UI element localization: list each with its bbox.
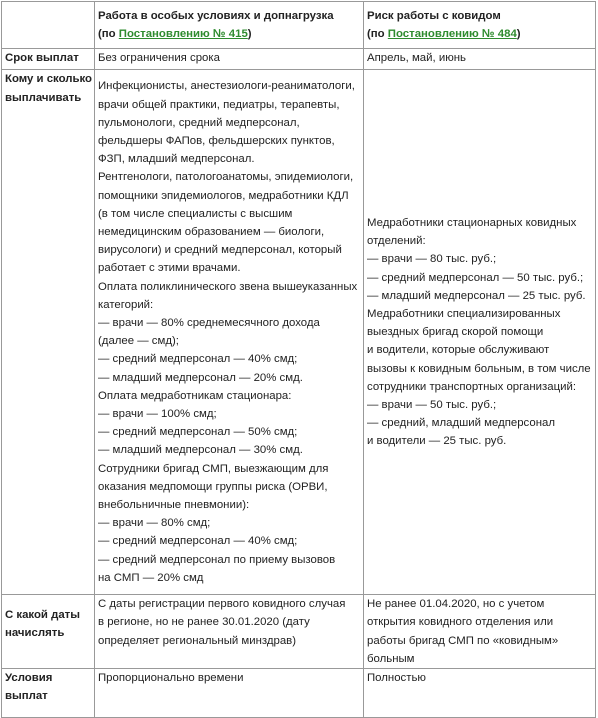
row-start-date [2,595,596,669]
label-line: С какой даты [5,609,80,622]
text-line: выездных бригад скорой помощи [367,326,544,339]
text-line: пульмонологи, средний медперсонал, [98,116,300,129]
cell-special-payment-conditions: Пропорционально времени [95,668,364,717]
cell-special-payment-period: Без ограничения срока [95,49,364,70]
text-line: работает с этими врачами. [98,262,241,275]
text-line: категорий: [98,298,154,311]
text-line: оказания медпомощи группы риска (ОРВИ, [98,480,328,493]
label-line: начислять [5,627,65,640]
row-label-who-how-much [2,70,95,595]
row-who-how-much [2,70,596,595]
text-line: Не ранее 01.04.2020, но с учетом [367,598,545,611]
label-line: Условия [5,671,53,684]
text-line: больным [367,652,415,665]
text-line: фельдшеры ФАПов, фельдшерских пунктов, [98,135,335,148]
text-line: определяет региональный минздрав) [98,634,297,647]
text-line: (в том числе специалисты с высшим [98,207,293,220]
text-line: открытия ковидного отделения или [367,616,554,629]
text-line: — врачи — 80% смд; [98,517,211,530]
cell-covid-start-date [364,595,596,669]
text-line: — средний медперсонал — 40% смд; [98,353,298,366]
text-line: немедицинским образованием — биологи, [98,226,325,239]
text-line: — врачи — 100% смд; [98,408,217,421]
text-line: Оплата медработникам стационара: [98,389,292,402]
text-line: — младший медперсонал — 25 тыс. руб. [367,289,586,302]
label-line: Кому и сколько [5,73,93,86]
text-line: — врачи — 80 тыс. руб.; [367,253,497,266]
comparison-table [1,1,596,718]
text-line: — средний, младший медперсонал [367,417,555,430]
label-line: выплачивать [5,91,82,104]
cell-special-who-how-much [95,70,364,595]
header-covid-risk-sub [367,25,592,43]
text-line: Медработники стационарных ковидных [367,216,577,229]
text-line: — средний медперсонал — 50 тыс. руб.; [367,271,584,284]
text-line: сотрудники транспортных организаций: [367,380,577,393]
header-sub-suffix: ) [247,28,252,41]
text-line: Инфекционисты, анестезиологи-реаниматологи, [98,80,355,93]
cell-special-start-date [95,595,364,669]
text-line: на СМП — 20% смд [98,571,204,584]
text-line: — средний медперсонал — 50% смд; [98,426,298,439]
row-label-start-date [2,595,95,669]
cell-covid-payment-conditions: Полностью [364,668,596,717]
header-sub-suffix: ) [516,28,521,41]
header-sub-prefix: (по [367,28,388,41]
header-empty-cell [2,2,95,49]
text-line: вызовы к ковидным больным, в том числе [367,362,591,375]
row-payment-period [2,49,596,70]
text-line: врачи общей практики, педиатры, терапевты, [98,98,340,111]
text-line: Медработники специализированных [367,307,561,320]
header-covid-risk [364,2,596,49]
text-line: С даты регистрации первого ковидного случая [98,598,346,611]
text-line: внебольничные пневмонии): [98,499,250,512]
text-line: Рентгенологи, патологоанатомы, эпидемиологи, [98,171,354,184]
label-line: выплат [5,690,48,703]
header-sub-prefix: (по [98,28,119,41]
row-label-payment-conditions [2,668,95,717]
text-line: и водители — 25 тыс. руб. [367,435,507,448]
row-payment-conditions [2,668,596,717]
text-line: (далее — смд); [98,335,179,348]
header-special-conditions-sub [98,25,360,43]
text-line: вирусологи) и средний медперсонал, который [98,244,342,257]
text-line: в регионе, но не ранее 30.01.2020 (дату [98,616,310,629]
text-line: Оплата поликлинического звена вышеуказанных [98,280,358,293]
text-line: — средний медперсонал по приему вызовов [98,553,336,566]
text-line: — врачи — 80% среднемесячного дохода [98,317,320,330]
text-line: ФЗП, младший медперсонал. [98,153,255,166]
text-line: помощники эпидемиологов, медработники КДЛ [98,189,349,202]
resolution-484-link[interactable]: Постановлению № 484 [387,28,517,41]
cell-covid-who-how-much [364,70,596,595]
text-line: и водители, которые обслуживают [367,344,550,357]
text-line: — младший медперсонал — 20% смд. [98,371,303,384]
header-special-conditions-title: Работа в особых условиях и допнагрузка [98,10,334,22]
text-line: отделений: [367,235,426,248]
resolution-415-link[interactable]: Постановлению № 415 [118,28,248,41]
text-line: — средний медперсонал — 40% смд; [98,535,298,548]
text-line: Сотрудники бригад СМП, выезжающим для [98,462,329,475]
header-special-conditions [95,2,364,49]
text-line: — младший медперсонал — 30% смд. [98,444,303,457]
header-covid-risk-title: Риск работы с ковидом [367,10,501,22]
text-line: работы бригад СМП по «ковидным» [367,634,559,647]
text-line: — врачи — 50 тыс. руб.; [367,398,497,411]
cell-covid-payment-period: Апрель, май, июнь [364,49,596,70]
row-label-payment-period: Срок выплат [2,49,95,70]
header-row [2,2,596,49]
